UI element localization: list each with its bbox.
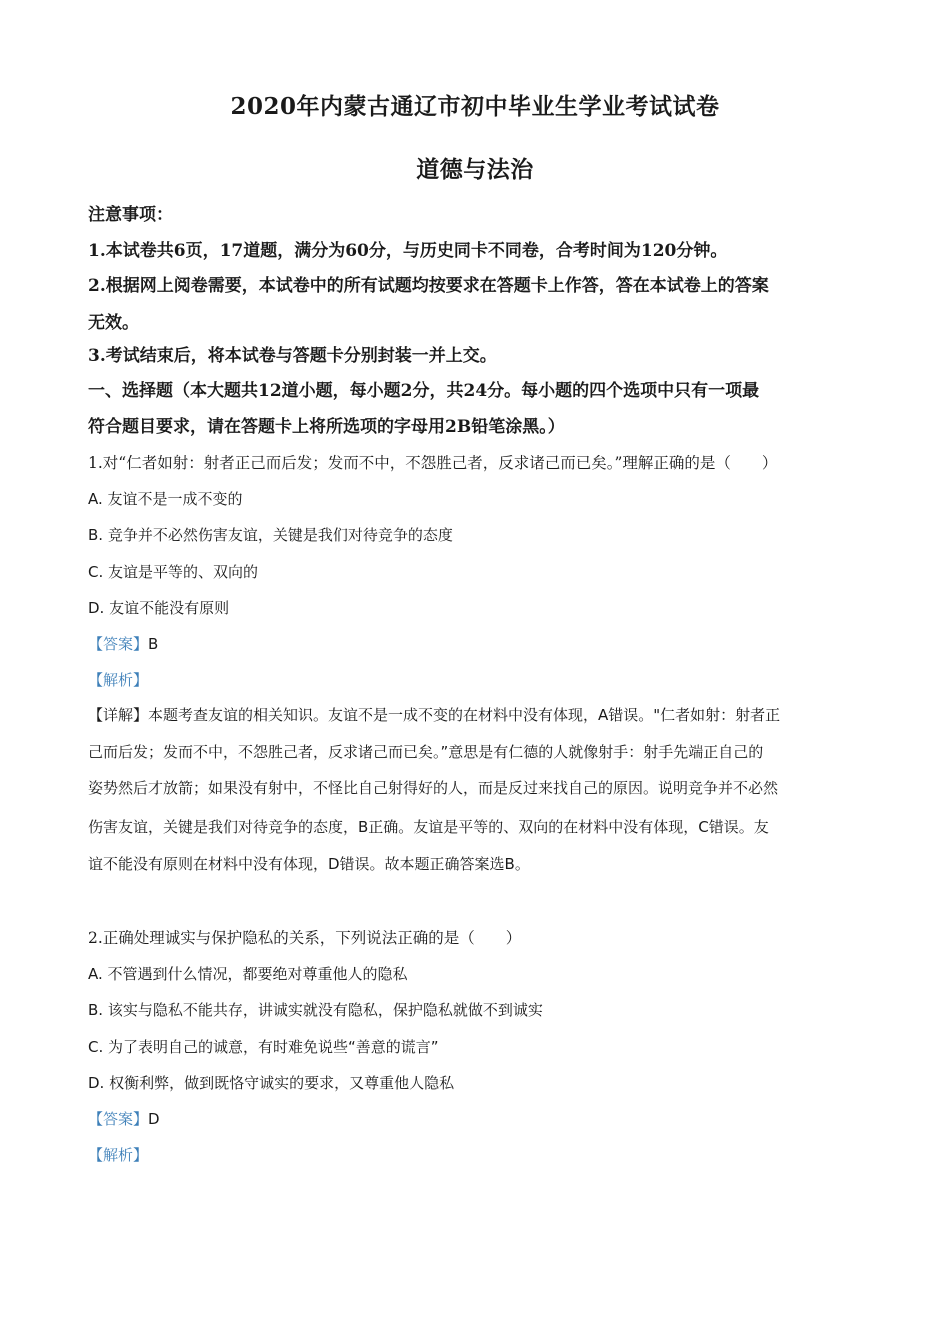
section-1-header-line-1: 一、选择题（本大题共12道小题，每小题2分，共24分。每小题的四个选项中只有一项最 bbox=[88, 381, 760, 401]
answer-tag: 【答案】 bbox=[88, 635, 149, 653]
question-1-option-b: B. 竞争并不必然伤害友谊，关键是我们对待竞争的态度 bbox=[88, 526, 453, 544]
question-2-option-d: D. 权衡利弊，做到既恪守诚实的要求，又尊重他人隐私 bbox=[88, 1074, 455, 1092]
question-2-option-b: B. 该实与隐私不能共存，讲诚实就没有隐私，保护隐私就做不到诚实 bbox=[88, 1001, 543, 1019]
notice-heading: 注意事项： bbox=[88, 205, 173, 225]
question-1-detail-line-2: 己而后发；发而不中，不怨胜己者，反求诸己而已矣。”意思是有仁德的人就像射手：射手先端正自己的 bbox=[88, 743, 764, 761]
notice-item-2-line-2: 无效。 bbox=[88, 313, 139, 333]
answer-value: D bbox=[148, 1110, 160, 1128]
question-1-detail-line-1 bbox=[88, 704, 868, 726]
notice-item-3: 3.考试结束后，将本试卷与答题卡分别封装一并上交。 bbox=[88, 346, 497, 366]
notice-item-2-line-1: 2.根据网上阅卷需要，本试卷中的所有试题均按要求在答题卡上作答，答在本试卷上的答案 bbox=[88, 276, 769, 296]
question-2-option-c: C. 为了表明自己的诚意，有时难免说些“善意的谎言” bbox=[88, 1038, 439, 1056]
detail-tag: 【详解】 bbox=[88, 706, 149, 724]
question-1-option-c: C. 友谊是平等的、双向的 bbox=[88, 563, 259, 581]
question-2-analysis-tag bbox=[88, 1144, 868, 1166]
answer-value: B bbox=[148, 635, 159, 653]
question-1-detail-line-4: 伤害友谊，关键是我们对待竞争的态度，B正确。友谊是平等的、双向的在材料中没有体现，C错误。友 bbox=[88, 818, 769, 836]
question-2-option-a: A. 不管遇到什么情况，都要绝对尊重他人的隐私 bbox=[88, 965, 408, 983]
detail-text: 本题考查友谊的相关知识。友谊不是一成不变的在材料中没有体现，A错误。"仁者如射：射者正 bbox=[148, 706, 781, 724]
exam-title: 2020年内蒙古通辽市初中毕业生学业考试试卷 bbox=[230, 93, 720, 120]
question-2-stem: 2.正确处理诚实与保护隐私的关系，下列说法正确的是（ ） bbox=[88, 929, 522, 947]
section-1-header-line-2: 符合题目要求，请在答题卡上将所选项的字母用2B铅笔涂黑。） bbox=[88, 417, 565, 437]
question-1-detail-line-5: 谊不能没有原则在材料中没有体现，D错误。故本题正确答案选B。 bbox=[88, 855, 530, 873]
notice-item-1: 1.本试卷共6页，17道题，满分为60分，与历史同卡不同卷，合考时间为120分钟。 bbox=[88, 241, 728, 261]
question-2-answer bbox=[88, 1108, 868, 1130]
question-1-option-d: D. 友谊不能没有原则 bbox=[88, 599, 230, 617]
question-1-analysis-tag bbox=[88, 669, 868, 691]
question-1-answer bbox=[88, 633, 868, 655]
question-1-detail-line-3: 姿势然后才放箭；如果没有射中，不怪比自己射得好的人，而是反过来找自己的原因。说明竞争并不必然 bbox=[88, 779, 779, 797]
analysis-tag: 【解析】 bbox=[88, 671, 149, 689]
subject-title: 道德与法治 bbox=[416, 156, 534, 183]
answer-tag: 【答案】 bbox=[88, 1110, 149, 1128]
analysis-tag: 【解析】 bbox=[88, 1146, 149, 1164]
question-1-stem: 1.对“仁者如射：射者正己而后发；发而不中，不怨胜己者，反求诸己而已矣。”理解正确的是（ ） bbox=[88, 454, 778, 472]
question-1-option-a: A. 友谊不是一成不变的 bbox=[88, 490, 243, 508]
